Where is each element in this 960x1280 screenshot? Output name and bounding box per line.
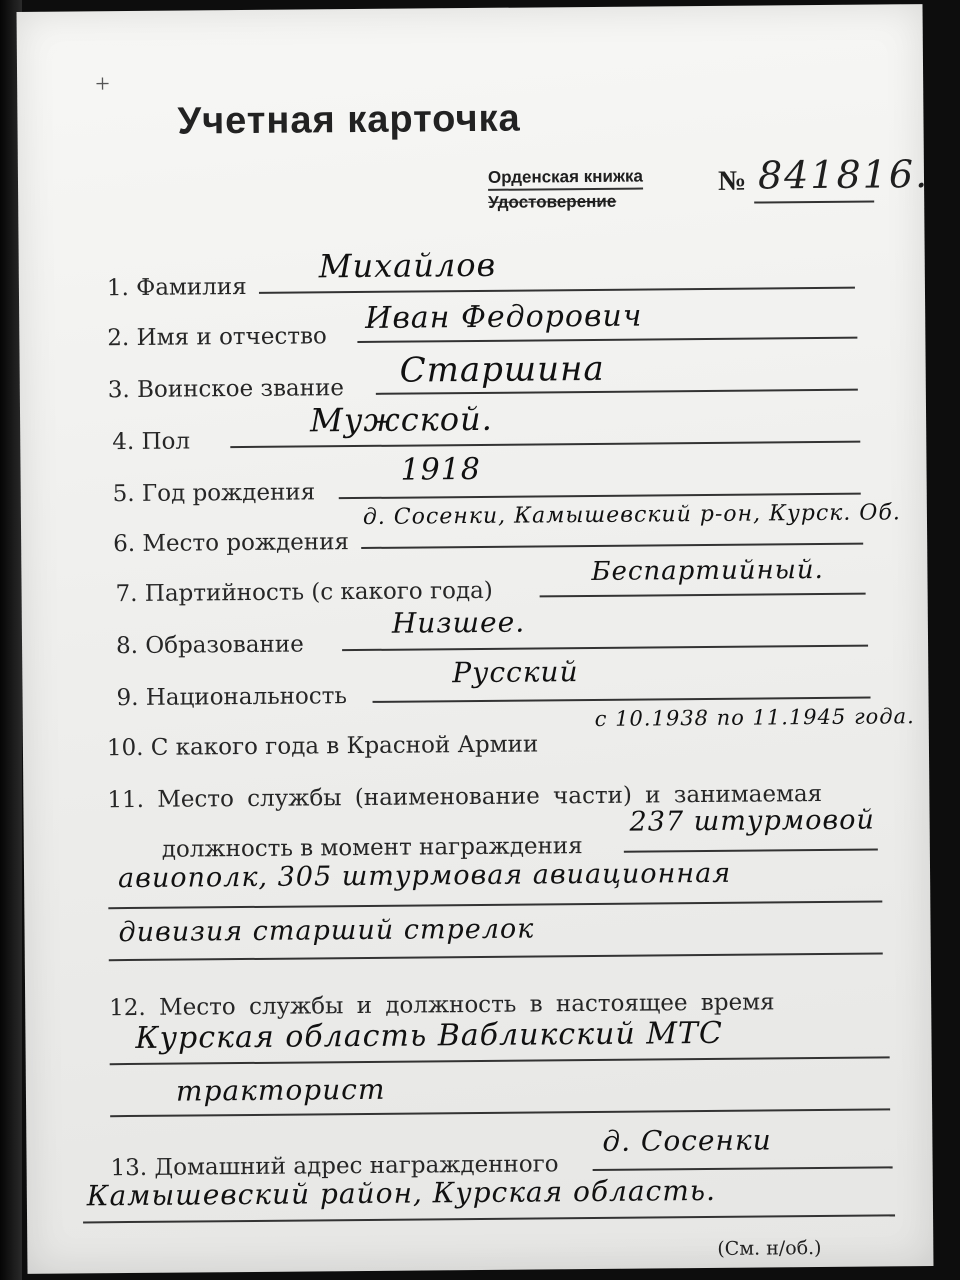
field-value-surname: Михайлов bbox=[318, 245, 497, 286]
field-line-service-place-3 bbox=[109, 952, 883, 961]
field-value-home-address-1: д. Сосенки bbox=[602, 1123, 772, 1158]
field-value-current-service-2: тракторист bbox=[175, 1072, 386, 1108]
field-label-service-place-1: 11. Место службы (наименование части) и занимаемая bbox=[107, 780, 823, 814]
field-label-service-place-2: должность в момент награждения bbox=[161, 833, 583, 863]
field-label-birth-year: 5. Год рождения bbox=[112, 479, 316, 508]
field-line-name bbox=[357, 337, 857, 343]
field-line-birth-year bbox=[339, 493, 861, 500]
field-line-service-place-1 bbox=[624, 848, 878, 852]
field-value-current-service-1: Курская область Вабликский МТС bbox=[135, 1015, 724, 1056]
see-reverse-note: (См. н/об.) bbox=[717, 1236, 822, 1260]
field-value-birthplace: д. Сосенки, Камышевский р-он, Курск. Об. bbox=[362, 500, 901, 530]
certificate-type-block bbox=[488, 167, 643, 213]
field-value-birth-year: 1918 bbox=[400, 451, 482, 488]
field-label-home-address: 13. Домашний адрес награжденного bbox=[110, 1151, 559, 1182]
field-line-home-address-2 bbox=[83, 1214, 895, 1223]
certificate-number-label: № bbox=[717, 165, 747, 197]
field-label-party: 7. Партийность (с какого года) bbox=[115, 577, 493, 608]
record-card-sheet bbox=[17, 4, 934, 1274]
card-title: Учетная карточка bbox=[177, 97, 521, 143]
field-line-current-service-1 bbox=[110, 1056, 890, 1065]
field-label-current-service: 12. Место службы и должность в настоящее время bbox=[109, 989, 775, 1022]
field-line-party bbox=[540, 593, 866, 598]
certificate-number-underline bbox=[754, 200, 874, 203]
field-value-service-place-1: 237 штурмовой bbox=[629, 804, 875, 838]
field-label-birthplace: 6. Место рождения bbox=[113, 529, 350, 558]
field-label-education: 8. Образование bbox=[115, 631, 304, 660]
field-line-surname bbox=[259, 287, 855, 294]
field-value-name: Иван Федорович bbox=[365, 298, 643, 336]
certificate-type-order-book: Орденская книжка bbox=[488, 167, 643, 191]
field-line-current-service-2 bbox=[110, 1108, 890, 1117]
field-value-education: Низшее. bbox=[391, 605, 526, 640]
field-value-home-address-2: Камышевский район, Курская область. bbox=[86, 1173, 717, 1213]
field-value-sex: Мужской. bbox=[309, 399, 494, 440]
field-label-nationality: 9. Национальность bbox=[116, 683, 348, 712]
field-value-rank: Старшина bbox=[399, 348, 605, 391]
field-line-home-address-1 bbox=[593, 1166, 893, 1171]
field-value-nationality: Русский bbox=[452, 655, 579, 690]
fold-mark: + bbox=[95, 69, 110, 99]
field-label-surname: 1. Фамилия bbox=[106, 273, 247, 302]
field-label-name: 2. Имя и отчество bbox=[107, 323, 327, 352]
field-label-army-since: 10. С какого года в Красной Армии bbox=[106, 731, 539, 762]
field-value-army-since: с 10.1938 по 11.1945 года. bbox=[594, 704, 915, 731]
field-value-party: Беспартийный. bbox=[591, 554, 824, 587]
field-line-birthplace bbox=[361, 543, 863, 549]
certificate-type-id-struck: Удостоверение bbox=[488, 191, 617, 212]
field-label-rank: 3. Воинское звание bbox=[107, 375, 345, 404]
field-value-service-place-2: авиополк, 305 штурмовая авиационная bbox=[117, 857, 732, 895]
field-label-sex: 4. Пол bbox=[112, 428, 191, 456]
field-line-education bbox=[342, 645, 868, 652]
field-line-sex bbox=[230, 441, 860, 448]
field-line-nationality bbox=[373, 697, 871, 703]
field-line-service-place-2 bbox=[108, 900, 882, 909]
field-value-service-place-3: дивизия старший стрелок bbox=[118, 913, 535, 949]
certificate-number-value: 841816. bbox=[757, 152, 930, 198]
